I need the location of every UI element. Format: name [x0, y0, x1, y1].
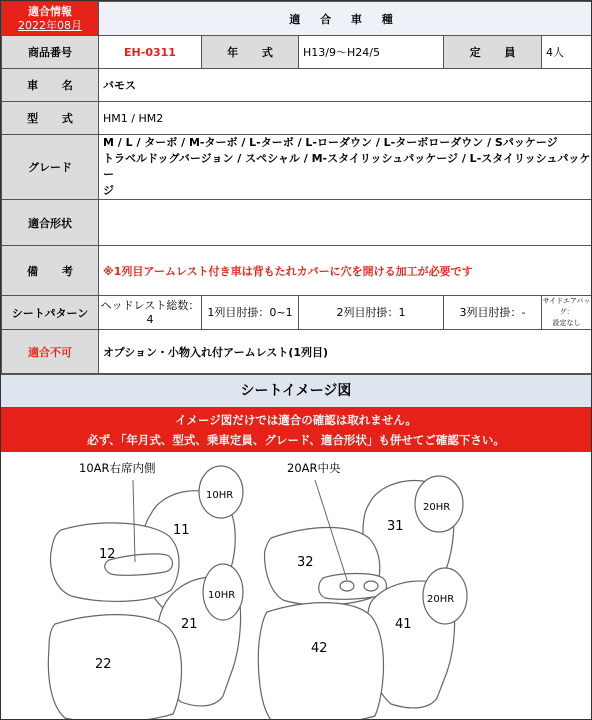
fit-shape-label: 適合形状 [2, 200, 99, 246]
side-airbag [542, 296, 592, 330]
seat-pattern-label: シートパターン [2, 296, 99, 330]
seat-label-42: 42 [311, 641, 328, 656]
car-name-value: バモス [99, 69, 592, 102]
side-airbag-value: 設定なし [552, 319, 581, 327]
row1-armrest: 1列目肘掛：0~1 [202, 296, 299, 330]
not-fit-value: オプション・小物入れ付アームレスト(1列目) [99, 330, 592, 374]
notes-label: 備 考 [2, 246, 99, 296]
page-title: 適 合 車 種 [99, 2, 592, 36]
headrest-total: ヘッドレスト総数：4 [99, 296, 202, 330]
cup-holder [340, 581, 354, 591]
badge-date: 2022年08月 [18, 18, 82, 32]
hr-label: 10HR [206, 490, 234, 501]
seat-diagram [1, 452, 591, 720]
badge-title: 適合情報 [28, 4, 72, 18]
warning-banner [1, 408, 591, 452]
warning-line: 必ず、「年月式、型式、乗車定員、グレード、適合形状」も併せてご確認下さい。 [87, 433, 505, 447]
product-no-label: 商品番号 [2, 36, 99, 69]
fit-info-badge [2, 2, 99, 36]
seat-42-cushion [258, 603, 383, 720]
hr-label: 20HR [427, 594, 455, 605]
product-no-value: EH-0311 [99, 36, 202, 69]
seat-image-heading: シートイメージ図 [1, 374, 591, 408]
row2-armrest: 2列目肘掛：1 [299, 296, 444, 330]
model-label: 型 式 [2, 102, 99, 135]
seat-diagram-svg [1, 452, 591, 720]
model-value: HM1 / HM2 [99, 102, 592, 135]
car-name-label: 車 名 [2, 69, 99, 102]
left-caption: 10AR右席内側 [79, 461, 156, 475]
grade-line: ジ [103, 184, 114, 197]
side-airbag-label: サイドエアバッグ： [542, 297, 591, 316]
hr-label: 20HR [423, 502, 451, 513]
seat-label-22: 22 [95, 657, 112, 672]
spec-table [1, 1, 592, 374]
year-label: 年 式 [202, 36, 299, 69]
right-caption: 20AR中央 [287, 461, 341, 475]
not-fit-label: 適合不可 [2, 330, 99, 374]
grade-line: トラベルドッグバージョン / スペシャル / M-スタイリッシュパッケージ / L-スタイリッシュパッケー [103, 152, 591, 181]
grade-value [99, 135, 592, 200]
year-value: H13/9～H24/5 [299, 36, 444, 69]
seat-label-21: 21 [181, 617, 198, 632]
notes-value: ※1列目アームレスト付き車は背もたれカバーに穴を開ける加工が必要です [99, 246, 592, 296]
seat-22-cushion [48, 615, 181, 720]
grade-label: グレード [2, 135, 99, 200]
capacity-label: 定 員 [444, 36, 542, 69]
grade-line: M / L / ターボ / M-ターボ / L-ターボ / L-ローダウン / L-ターボローダウン / Sパッケージ [103, 136, 558, 149]
hr-label: 10HR [208, 590, 236, 601]
seat-label-32: 32 [297, 555, 314, 570]
seat-label-31: 31 [387, 519, 404, 534]
capacity-value: 4人 [542, 36, 592, 69]
warning-line: イメージ図だけでは適合の確認は取れません。 [175, 413, 417, 427]
seat-label-41: 41 [395, 617, 412, 632]
row3-armrest: 3列目肘掛：- [444, 296, 542, 330]
cup-holder [364, 581, 378, 591]
fit-shape-value [99, 200, 592, 246]
seat-label-11: 11 [173, 523, 190, 538]
seat-label-12: 12 [99, 547, 116, 562]
